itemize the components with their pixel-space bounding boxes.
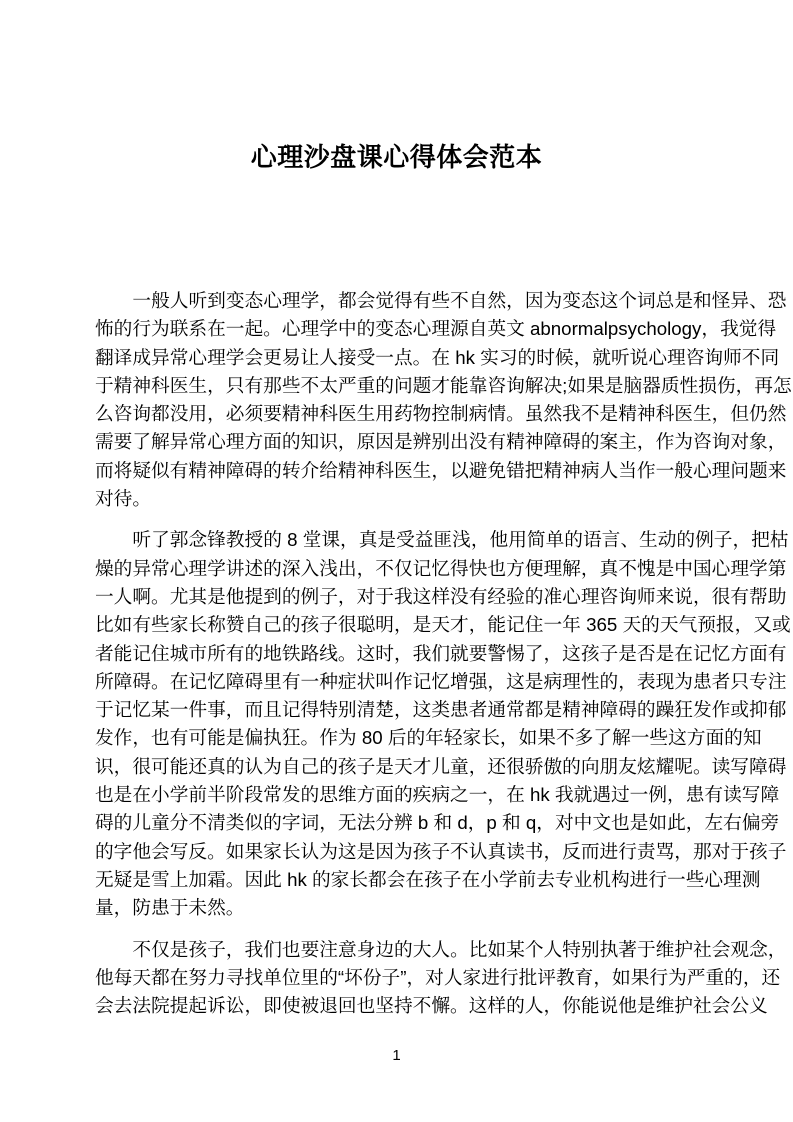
body-paragraph: 一般人听到变态心理学，都会觉得有些不自然，因为变态这个词总是和怪异、恐怖的行为联系在一起。心理学中的变态心理源自英文 abnormalpsychology，我觉得翻译成异常心理学会更易让人接受一点。在 hk 实习的时候，就听说心理咨询师不同于精神科医生，只有那些不太严重的问题才能靠咨询解决;如果是脑器质性损伤，再怎么咨询都没用，必须要精神科医生用药物控制病情。虽然我不是精神科医生，但仍然需要了解异常心理方面的知识，原因是辨别出没有精神障碍的案主，作为咨询对象，而将疑似有精神障碍的转介给精神科医生，以避免错把精神病人当作一般心理问题来对待。 [95, 290, 792, 510]
body-paragraph: 不仅是孩子，我们也要注意身边的大人。比如某个人特别执著于维护社会观念，他每天都在努力寻找单位里的“坏份子”，对人家进行批评教育，如果行为严重的，还会去法院提起诉讼，即使被退回也坚持不懈。这样的人，你能说他是维护社会公义 [95, 938, 787, 1017]
body-paragraph: 听了郭念锋教授的 8 堂课，真是受益匪浅，他用简单的语言、生动的例子，把枯燥的异常心理学讲述的深入浅出，不仅记忆得快也方便理解，真不愧是中国心理学第一人啊。尤其是他提到的例子，对于我这样没有经验的准心理咨询师来说，很有帮助比如有些家长称赞自己的孩子很聪明，是天才，能记住一年 365 天的天气预报，又或者能记住城市所有的地铁路线。这时，我们就要警惕了，这孩子是否是在记忆方面有所障碍。在记忆障碍里有一种症状叫作记忆增强，这是病理性的，表现为患者只专注于记忆某一件事，而且记得特别清楚，这类患者通常都是精神障碍的躁狂发作或抑郁发作，也有可能是偏执狂。作为 80 后的年轻家长，如果不多了解一些这方面的知识，很可能还真的认为自己的孩子是天才儿童，还很骄傲的向朋友炫耀呢。读写障碍也是在小学前半阶段常发的思维方面的疾病之一，在 hk 我就遇过一例，患有读写障碍的儿童分不清类似的字词，无法分辨 b 和 d，p 和 q，对中文也是如此，左右偏旁的字他会写反。如果家长认为这是因为孩子不认真读书，反而进行责骂，那对于孩子无疑是雪上加霜。因此 hk 的家长都会在孩子在小学前去专业机构进行一些心理测量，防患于未然。 [95, 529, 791, 919]
page-footer [0, 1046, 793, 1066]
page-number: 1 [392, 1047, 401, 1064]
page-title: 心理沙盘课心得体会范本 [250, 142, 543, 172]
document-body [95, 287, 793, 1020]
